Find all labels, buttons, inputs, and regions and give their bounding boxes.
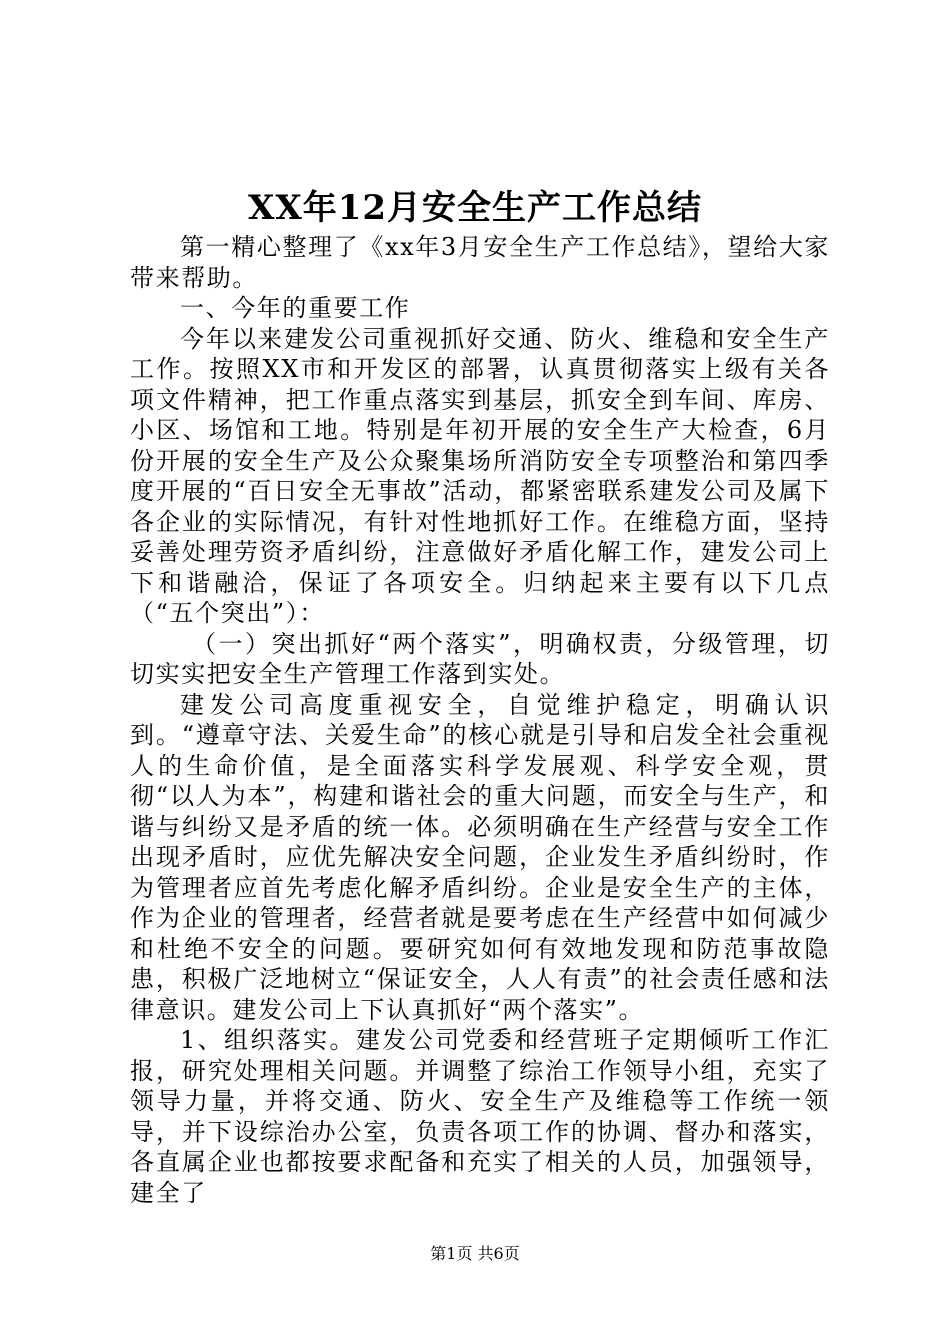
section-heading: 一、今年的重要工作 <box>180 294 411 322</box>
page-number: 第1页 共6页 <box>430 1244 520 1263</box>
document-title: XX年12月安全生产工作总结 <box>247 188 703 228</box>
paragraph-organization: 1、组织落实。建发公司党委和经营班子定期倾听工作汇报，研究处理相关问题。并调整了综治工作领导小组，充实了领导力量，并将交通、防火、安全生产及维稳等工作统一领导，并下设综治办公室，负责各项工作的协调、督办和落实，各直属企业也都按要求配备和充实了相关的人员，加强领导，建全了 <box>130 1026 830 1207</box>
paragraph-overview: 今年以来建发公司重视抓好交通、防火、维稳和安全生产工作。按照XX市和开发区的部署，认真贯彻落实上级有关各项文件精神，把工作重点落实到基层，抓安全到车间、库房、小区、场馆和工地。特别是年初开展的安全生产大检查，6月份开展的安全生产及公众聚集场所消防安全专项整治和第四季度开展的“百日安全无事故”活动，都紧密联系建发公司及属下各企业的实际情况，有针对性地抓好工作。在维稳方面，坚持妥善处理劳资矛盾纠纷，注意做好矛盾化解工作，建发公司上下和谐融洽，保证了各项安全。归纳起来主要有以下几点（“五个突出”）： <box>130 324 830 627</box>
paragraph-intro: 第一精心整理了《xx年3月安全生产工作总结》，望给大家带来帮助。 <box>130 233 830 292</box>
document-body <box>130 232 830 1208</box>
paragraph-awareness: 建发公司高度重视安全，自觉维护稳定，明确认识到。“遵章守法、关爱生命”的核心就是引导和启发全社会重视人的生命价值，是全面落实科学发展观、科学安全观，贯彻“以人为本”，构建和谐社会的重大问题，而安全与生产，和谐与纠纷又是矛盾的统一体。必须明确在生产经营与安全工作出现矛盾时，应优先解决安全问题，企业发生矛盾纠纷时，作为管理者应首先考虑化解矛盾纠纷。企业是安全生产的主体，作为企业的管理者，经营者就是要考虑在生产经营中如何减少和杜绝不安全的问题。要研究如何有效地发现和防范事故隐患，积极广泛地树立“保证安全，人人有责”的社会责任感和法律意识。建发公司上下认真抓好“两个落实”。 <box>130 690 830 1024</box>
subsection-heading: （一）突出抓好“两个落实”，明确权责，分级管理，切切实实把安全生产管理工作落到实处。 <box>130 629 830 688</box>
